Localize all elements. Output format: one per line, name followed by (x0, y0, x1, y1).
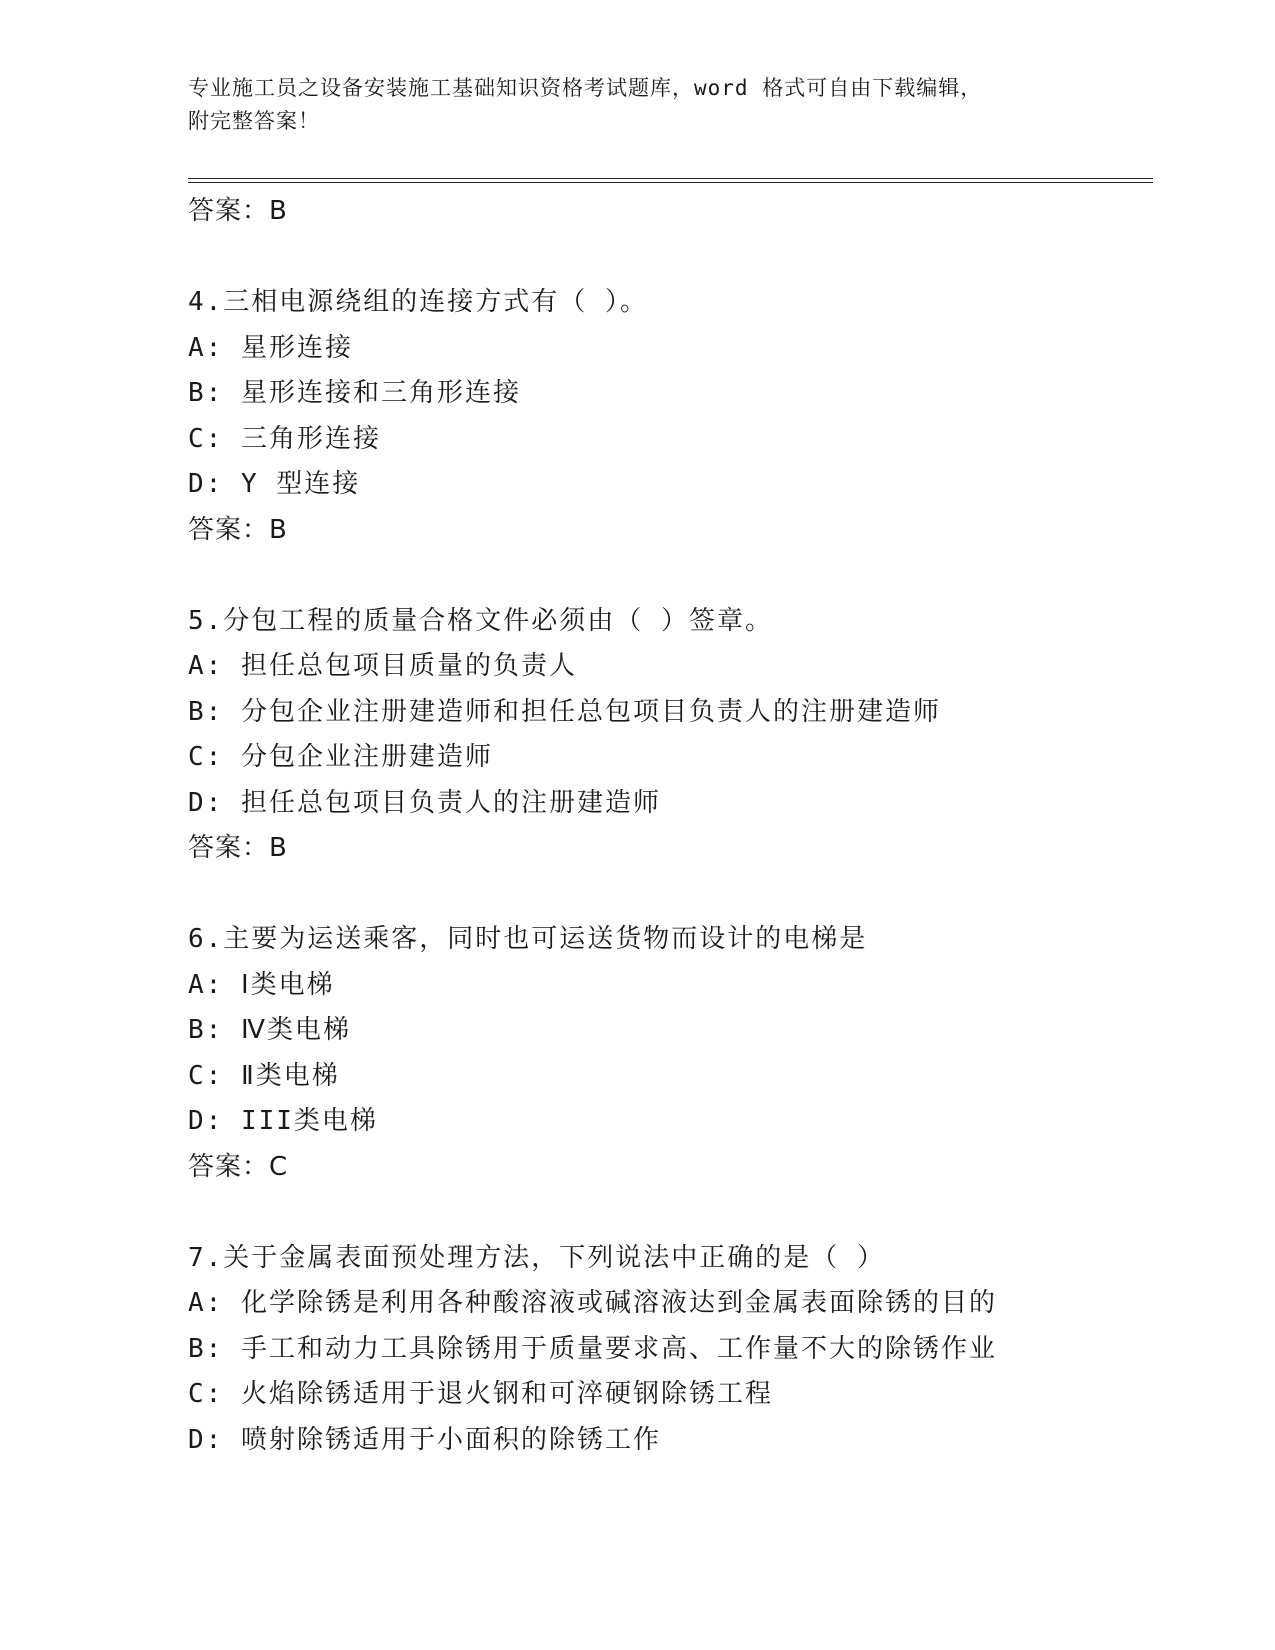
answer-line: 答案：B (188, 833, 288, 863)
question-block-6 (188, 917, 1148, 1190)
document-header (188, 72, 1088, 138)
option-a: A: 星形连接 (188, 332, 353, 363)
question-block-5 (188, 599, 1148, 872)
option-b: B: 分包企业注册建造师和担任总包项目负责人的注册建造师 (188, 696, 941, 727)
question-stem: 6.主要为运送乘客，同时也可运送货物而设计的电梯是 (188, 924, 868, 954)
option-a: A: Ⅰ类电梯 (188, 969, 335, 1000)
option-b: B: Ⅳ类电梯 (188, 1015, 351, 1045)
option-b: B: 星形连接和三角形连接 (188, 378, 521, 408)
option-a: A: 担任总包项目质量的负责人 (188, 651, 577, 681)
question-block-4 (188, 280, 1148, 553)
option-b: B: 手工和动力工具除锈用于质量要求高、工作量不大的除锈作业 (188, 1333, 997, 1364)
option-c: C: 火焰除锈适用于退火钢和可淬硬钢除锈工程 (188, 1379, 773, 1409)
option-c: C: 分包企业注册建造师 (188, 742, 493, 772)
answer-line: 答案：C (188, 1151, 289, 1182)
question-stem: 5.分包工程的质量合格文件必须由（ ）签章。 (188, 605, 773, 636)
spacer (188, 872, 1148, 918)
option-d: D: Y 型连接 (188, 469, 361, 499)
option-d: D: 喷射除锈适用于小面积的除锈工作 (188, 1424, 661, 1455)
spacer (188, 235, 1148, 281)
option-c: C: Ⅱ类电梯 (188, 1060, 340, 1091)
header-line-2: 附完整答案！ (188, 109, 320, 133)
question-stem: 7.关于金属表面预处理方法，下列说法中正确的是（ ） (188, 1242, 885, 1273)
header-divider-top (188, 178, 1153, 179)
answer-line: 答案：B (188, 196, 288, 226)
question-stem: 4.三相电源绕组的连接方式有（ ）。 (188, 287, 648, 317)
question-list (188, 189, 1148, 1463)
option-a: A: 化学除锈是利用各种酸溶液或碱溶液达到金属表面除锈的目的 (188, 1288, 997, 1318)
spacer (188, 1190, 1148, 1236)
option-d: D: III类电梯 (188, 1106, 378, 1136)
header-divider-bottom (188, 182, 1153, 183)
answer-line: 答案：B (188, 514, 288, 545)
option-d: D: 担任总包项目负责人的注册建造师 (188, 787, 661, 818)
question-block-7 (188, 1236, 1148, 1464)
option-c: C: 三角形连接 (188, 423, 381, 454)
header-line-1: 专业施工员之设备安装施工基础知识资格考试题库，word 格式可自由下载编辑， (188, 76, 983, 100)
spacer (188, 553, 1148, 599)
